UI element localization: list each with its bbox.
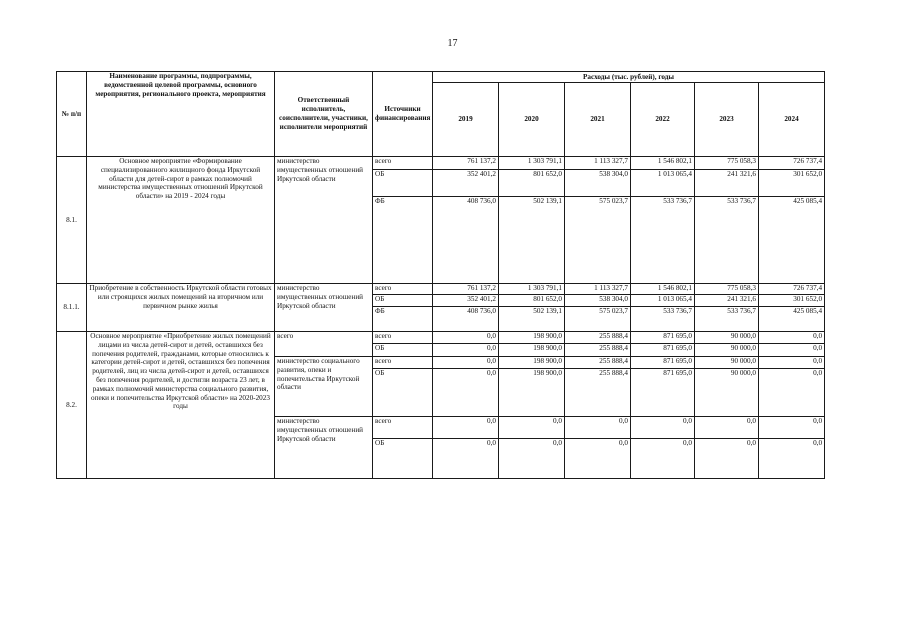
amount-cell: 871 695,0 [631, 344, 695, 357]
funding-source: ОБ [373, 344, 433, 357]
amount-cell: 1 113 327,7 [565, 157, 631, 170]
amount-cell: 255 888,4 [565, 369, 631, 417]
funding-source: ОБ [373, 439, 433, 479]
executor: министерство социального развития, опеки и попечительства Иркутской области [275, 357, 373, 417]
activity-name: Основное мероприятие «Приобретение жилых помещений лицами из числа детей-сирот и детей, оставшихся без попечения родителей, гражданами, которые относились к категории детей-сирот и детей, оставшихся без попечения родителей, лиц из числа детей-сирот и детей, оставшихся без попечения родителей, и достигли возраста 23 лет, в рамках полномочий министерства социального развития, опеки и попечительства Иркутской области» на 2020-2023 годы [87, 332, 275, 479]
header-name: Наименование программы, подпрограммы, ведомственной целевой программы, основного мероприятия, регионального проекта, мероприятия [87, 72, 275, 157]
table-row [57, 284, 825, 295]
table-row [57, 332, 825, 344]
row-number: 8.1. [57, 157, 87, 284]
amount-cell: 0,0 [433, 344, 499, 357]
amount-cell: 533 736,7 [695, 307, 759, 332]
amount-cell: 538 304,0 [565, 295, 631, 307]
amount-cell: 198 900,0 [499, 332, 565, 344]
amount-cell: 1 546 802,1 [631, 157, 695, 170]
amount-cell: 352 401,2 [433, 170, 499, 197]
amount-cell: 1 013 065,4 [631, 170, 695, 197]
amount-cell: 255 888,4 [565, 357, 631, 369]
amount-cell: 255 888,4 [565, 344, 631, 357]
amount-cell: 726 737,4 [759, 157, 825, 170]
amount-cell: 538 304,0 [565, 170, 631, 197]
amount-cell: 425 085,4 [759, 307, 825, 332]
amount-cell: 90 000,0 [695, 357, 759, 369]
amount-cell: 871 695,0 [631, 332, 695, 344]
table-row [57, 157, 825, 170]
amount-cell: 0,0 [433, 439, 499, 479]
amount-cell: 0,0 [433, 417, 499, 439]
header-year: 2021 [565, 83, 631, 157]
amount-cell: 801 652,0 [499, 295, 565, 307]
funding-source: всего [373, 332, 433, 344]
amount-cell: 352 401,2 [433, 295, 499, 307]
amount-cell: 502 139,1 [499, 307, 565, 332]
row-number: 8.1.1. [57, 284, 87, 332]
amount-cell: 198 900,0 [499, 369, 565, 417]
amount-cell: 761 137,2 [433, 284, 499, 295]
header-executor: Ответственный исполнитель, соисполнители, участники, исполнители мероприятий [275, 72, 373, 157]
amount-cell: 0,0 [433, 357, 499, 369]
budget-table [56, 71, 825, 479]
executor: всего [275, 332, 373, 357]
amount-cell: 0,0 [759, 369, 825, 417]
header-year: 2020 [499, 83, 565, 157]
header-source: Источники финансирования [373, 72, 433, 157]
header-year: 2022 [631, 83, 695, 157]
amount-cell: 775 058,3 [695, 284, 759, 295]
funding-source: всего [373, 417, 433, 439]
amount-cell: 871 695,0 [631, 369, 695, 417]
amount-cell: 1 013 065,4 [631, 295, 695, 307]
amount-cell: 0,0 [433, 332, 499, 344]
amount-cell: 0,0 [759, 357, 825, 369]
funding-source: всего [373, 357, 433, 369]
amount-cell: 0,0 [565, 417, 631, 439]
amount-cell: 0,0 [631, 439, 695, 479]
amount-cell: 575 023,7 [565, 197, 631, 284]
amount-cell: 502 139,1 [499, 197, 565, 284]
amount-cell: 533 736,7 [695, 197, 759, 284]
amount-cell: 0,0 [695, 417, 759, 439]
funding-source: всего [373, 284, 433, 295]
amount-cell: 761 137,2 [433, 157, 499, 170]
amount-cell: 0,0 [759, 417, 825, 439]
activity-name: Приобретение в собственность Иркутской области готовых или строящихся жилых помещений на вторичном или первичном рынке жилья [87, 284, 275, 332]
amount-cell: 871 695,0 [631, 357, 695, 369]
amount-cell: 425 085,4 [759, 197, 825, 284]
amount-cell: 241 321,6 [695, 170, 759, 197]
amount-cell: 301 652,0 [759, 295, 825, 307]
funding-source: всего [373, 157, 433, 170]
amount-cell: 90 000,0 [695, 332, 759, 344]
amount-cell: 0,0 [631, 417, 695, 439]
header-expenses: Расходы (тыс. рублей), годы [433, 72, 825, 83]
amount-cell: 726 737,4 [759, 284, 825, 295]
amount-cell: 90 000,0 [695, 369, 759, 417]
executor: министерство имущественных отношений Иркутской области [275, 284, 373, 332]
amount-cell: 198 900,0 [499, 357, 565, 369]
amount-cell: 198 900,0 [499, 344, 565, 357]
amount-cell: 90 000,0 [695, 344, 759, 357]
funding-source: ОБ [373, 295, 433, 307]
executor: министерство имущественных отношений Иркутской области [275, 157, 373, 284]
funding-source: ФБ [373, 197, 433, 284]
amount-cell: 533 736,7 [631, 307, 695, 332]
amount-cell: 0,0 [695, 439, 759, 479]
amount-cell: 408 736,0 [433, 197, 499, 284]
amount-cell: 575 023,7 [565, 307, 631, 332]
header-year: 2024 [759, 83, 825, 157]
amount-cell: 0,0 [499, 417, 565, 439]
amount-cell: 301 652,0 [759, 170, 825, 197]
amount-cell: 408 736,0 [433, 307, 499, 332]
amount-cell: 1 546 802,1 [631, 284, 695, 295]
amount-cell: 0,0 [433, 369, 499, 417]
amount-cell: 775 058,3 [695, 157, 759, 170]
funding-source: ОБ [373, 369, 433, 417]
amount-cell: 1 113 327,7 [565, 284, 631, 295]
amount-cell: 1 303 791,1 [499, 284, 565, 295]
page-number: 17 [447, 38, 458, 49]
amount-cell: 533 736,7 [631, 197, 695, 284]
header-year: 2019 [433, 83, 499, 157]
amount-cell: 255 888,4 [565, 332, 631, 344]
funding-source: ФБ [373, 307, 433, 332]
amount-cell: 0,0 [565, 439, 631, 479]
amount-cell: 0,0 [499, 439, 565, 479]
amount-cell: 241 321,6 [695, 295, 759, 307]
amount-cell: 0,0 [759, 439, 825, 479]
executor: министерство имущественных отношений Иркутской области [275, 417, 373, 479]
row-number: 8.2. [57, 332, 87, 479]
amount-cell: 1 303 791,1 [499, 157, 565, 170]
funding-source: ОБ [373, 170, 433, 197]
activity-name: Основное мероприятие «Формирование специализированного жилищного фонда Иркутской области для детей-сирот в рамках полномочий министерства имущественных отношений Иркутской области» на 2019 - 2024 годы [87, 157, 275, 284]
amount-cell: 0,0 [759, 344, 825, 357]
amount-cell: 0,0 [759, 332, 825, 344]
amount-cell: 801 652,0 [499, 170, 565, 197]
header-year: 2023 [695, 83, 759, 157]
header-no: № п/п [57, 72, 87, 157]
